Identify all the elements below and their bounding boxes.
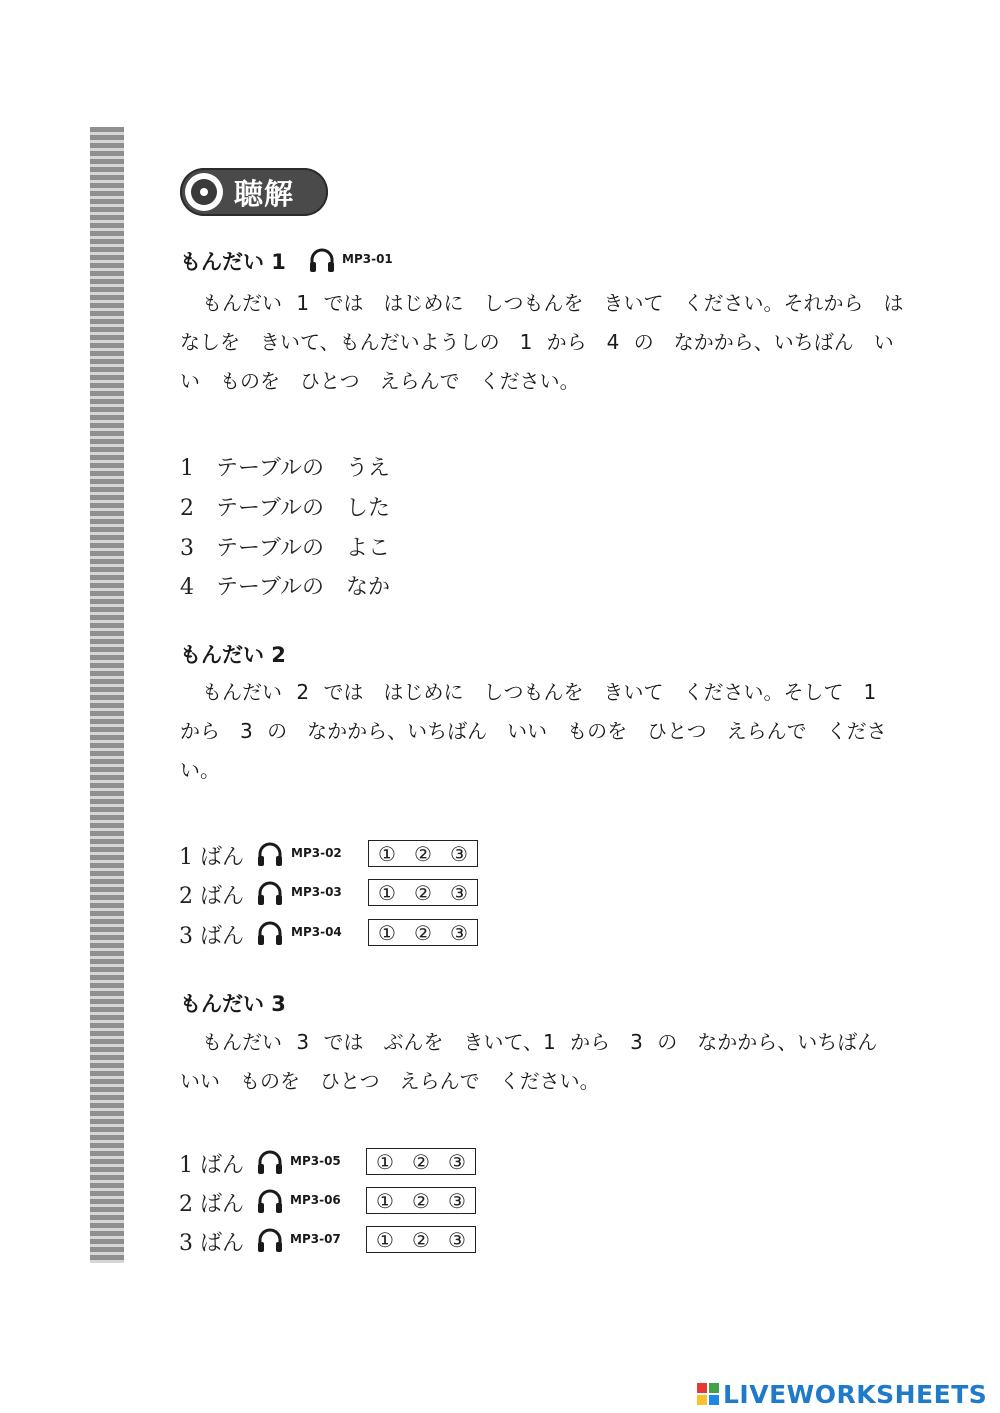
audio-track-label: MP3-01: [342, 252, 393, 266]
answer-option: 3 テーブルの よこ: [180, 536, 391, 561]
answer-choices: [366, 1226, 476, 1253]
choice-2[interactable]: ②: [414, 920, 432, 945]
liveworksheets-logo: [697, 1378, 987, 1410]
question-label: 3 ばん: [179, 924, 244, 949]
headphones-icon[interactable]: [256, 920, 284, 946]
choice-2[interactable]: ②: [412, 1149, 430, 1174]
answer-choices: [366, 1148, 476, 1175]
choice-3[interactable]: ③: [450, 920, 468, 945]
headphones-icon[interactable]: [256, 880, 284, 906]
mondai-2-instruction: もんだい 2 では はじめに しつもんを きいて ください。そして 1 から 3 の なかから、いちばん いい ものを ひとつ えらんで ください。: [180, 680, 887, 782]
choice-3[interactable]: ③: [450, 880, 468, 905]
choice-3[interactable]: ③: [448, 1227, 466, 1252]
page-title: 聴解: [234, 177, 295, 211]
answer-choices: [368, 840, 478, 867]
question-label: 2 ばん: [179, 884, 244, 909]
mondai-3-instruction: もんだい 3 では ぶんを きいて、1 から 3 の なかから、いちばん いい ものを ひとつ えらんで ください。: [180, 1030, 898, 1093]
question-label: 1 ばん: [179, 845, 244, 870]
section-header-badge: [180, 168, 328, 216]
choice-1[interactable]: ①: [378, 920, 396, 945]
headphones-icon[interactable]: [256, 1227, 284, 1253]
choice-1[interactable]: ①: [376, 1149, 394, 1174]
audio-track-label: MP3-06: [290, 1193, 341, 1207]
answer-option: 2 テーブルの した: [180, 496, 391, 521]
choice-1[interactable]: ①: [378, 880, 396, 905]
choice-3[interactable]: ③: [448, 1188, 466, 1213]
cd-icon: [185, 173, 223, 211]
headphones-icon[interactable]: [256, 1188, 284, 1214]
choice-2[interactable]: ②: [412, 1227, 430, 1252]
audio-track-label: MP3-02: [291, 846, 342, 860]
choice-3[interactable]: ③: [450, 841, 468, 866]
headphones-icon[interactable]: [256, 841, 284, 867]
choice-2[interactable]: ②: [412, 1188, 430, 1213]
mondai-3-title: もんだい 3: [180, 992, 286, 1016]
answer-option: 1 テーブルの うえ: [180, 456, 391, 481]
headphones-icon[interactable]: [308, 247, 336, 273]
choice-1[interactable]: ①: [376, 1188, 394, 1213]
choice-1[interactable]: ①: [378, 841, 396, 866]
logo-text: LIVEWORKSHEETS: [723, 1379, 988, 1409]
question-label: 1 ばん: [179, 1153, 244, 1178]
answer-choices: [366, 1187, 476, 1214]
question-label: 2 ばん: [179, 1192, 244, 1217]
mondai-1-title: もんだい 1: [180, 250, 286, 274]
mondai-1-instruction: もんだい 1 では はじめに しつもんを きいて ください。それから はなしを きいて、もんだいようしの 1 から 4 の なかから、いちばん いい ものを ひとつ えらんで ください。: [180, 291, 904, 393]
audio-track-label: MP3-05: [290, 1154, 341, 1168]
choice-2[interactable]: ②: [414, 841, 432, 866]
logo-mark-icon: [697, 1383, 719, 1405]
choice-3[interactable]: ③: [448, 1149, 466, 1174]
question-label: 3 ばん: [179, 1231, 244, 1256]
answer-choices: [368, 879, 478, 906]
answer-option: 4 テーブルの なか: [180, 575, 391, 600]
mondai-2-title: もんだい 2: [180, 643, 286, 667]
audio-track-label: MP3-07: [290, 1232, 341, 1246]
choice-2[interactable]: ②: [414, 880, 432, 905]
headphones-icon[interactable]: [256, 1149, 284, 1175]
answer-choices: [368, 919, 478, 946]
audio-track-label: MP3-03: [291, 885, 342, 899]
choice-1[interactable]: ①: [376, 1227, 394, 1252]
audio-track-label: MP3-04: [291, 925, 342, 939]
decorative-stripe: [90, 127, 124, 1263]
